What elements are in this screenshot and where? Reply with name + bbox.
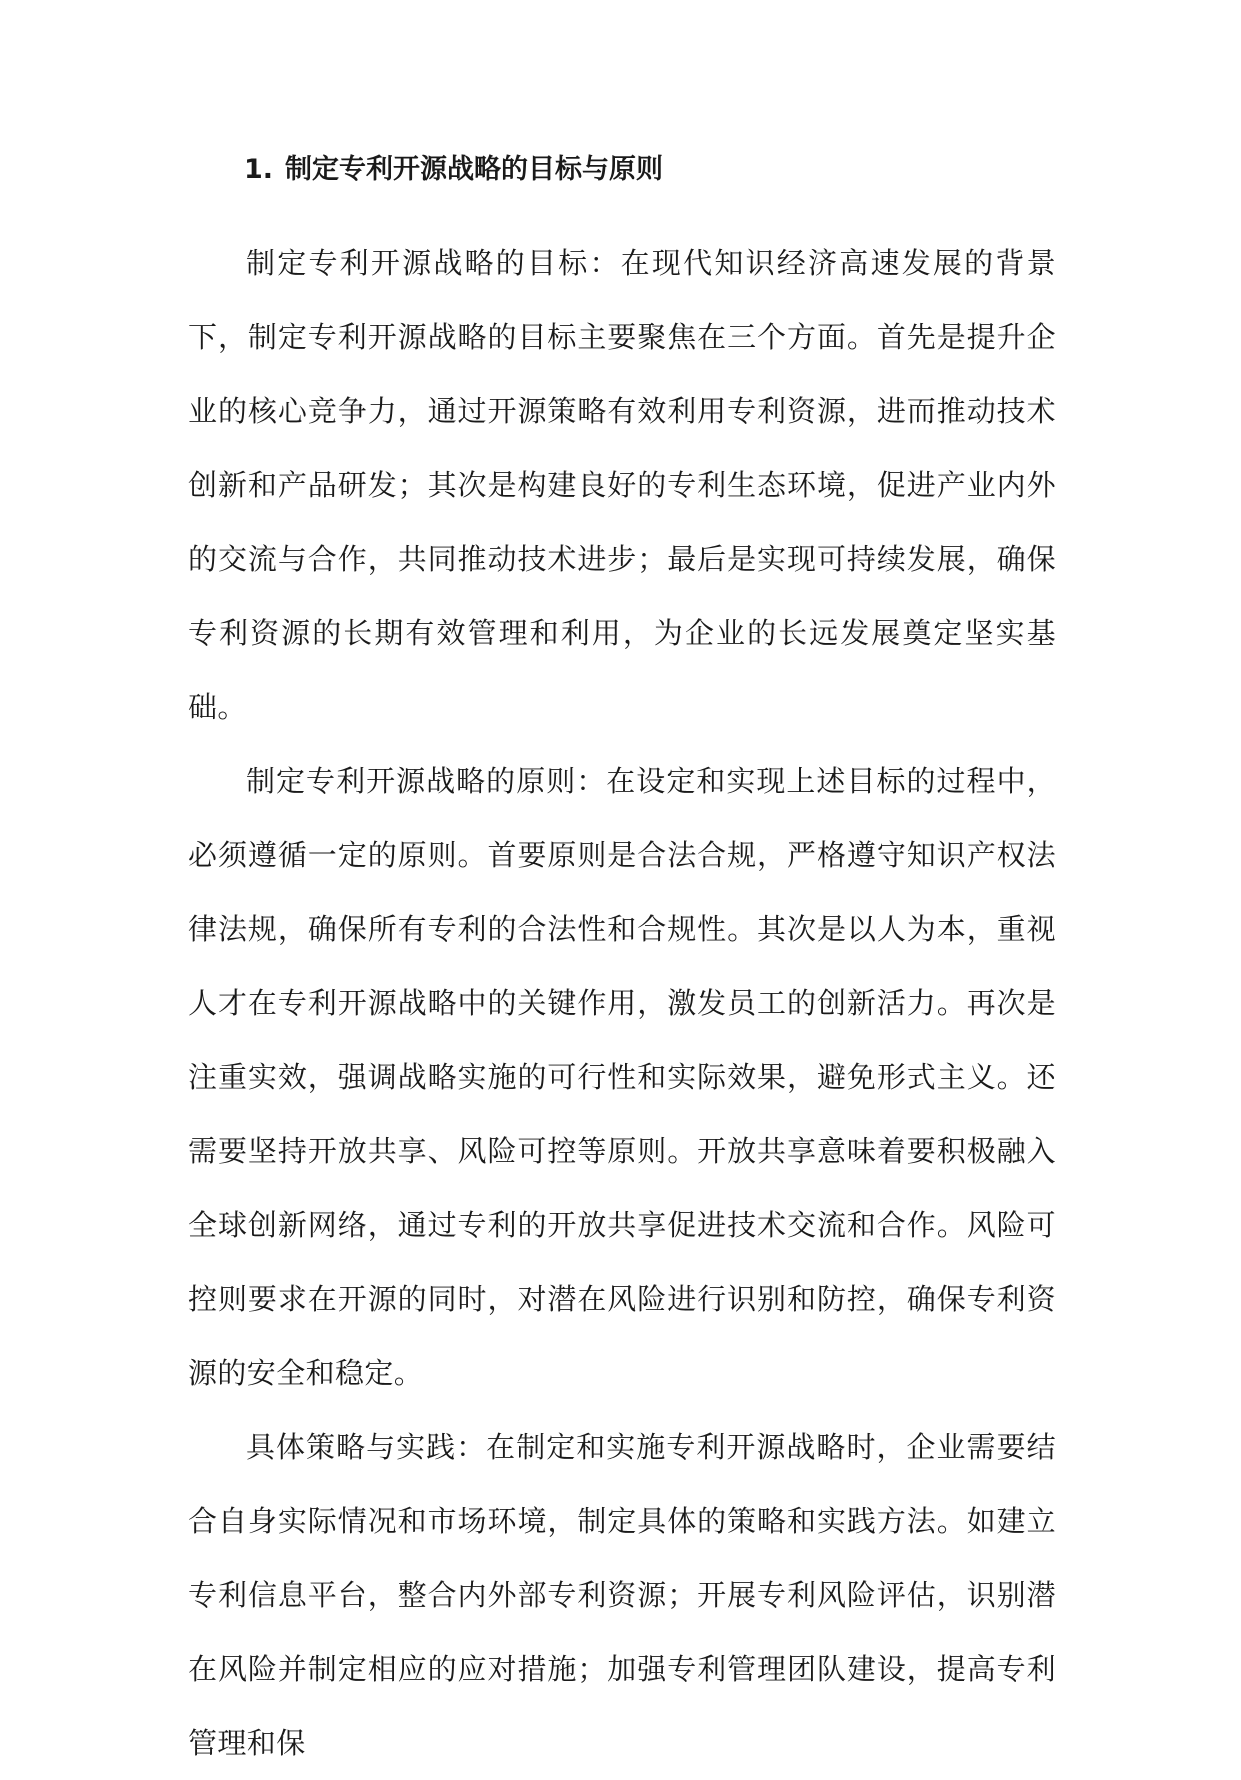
section-heading [244, 150, 1056, 190]
document-page [188, 150, 1056, 1780]
paragraph-principles: 制定专利开源战略的原则：在设定和实现上述目标的过程中，必须遵循一定的原则。首要原则是合法合规，严格遵守知识产权法律法规，确保所有专利的合法性和合规性。其次是以人为本，重视人才在专利开源战略中的关键作用，激发员工的创新活力。再次是注重实效，强调战略实施的可行性和实际效果，避免形式主义。还需要坚持开放共享、风险可控等原则。开放共享意味着要积极融入全球创新网络，通过专利的开放共享促进技术交流和合作。风险可控则要求在开源的同时，对潜在风险进行识别和防控，确保专利资源的安全和稳定。 [188, 764, 1056, 1390]
paragraph-goals: 制定专利开源战略的目标：在现代知识经济高速发展的背景下，制定专利开源战略的目标主要聚焦在三个方面。首先是提升企业的核心竞争力，通过开源策略有效利用专利资源，进而推动技术创新和产品研发；其次是构建良好的专利生态环境，促进产业内外的交流与合作，共同推动技术进步；最后是实现可持续发展，确保专利资源的长期有效管理和利用，为企业的长远发展奠定坚实基础。 [188, 246, 1056, 724]
section-title: 制定专利开源战略的目标与原则 [285, 154, 664, 185]
paragraph-strategies: 具体策略与实践：在制定和实施专利开源战略时，企业需要结合自身实际情况和市场环境，制定具体的策略和实践方法。如建立专利信息平台，整合内外部专利资源；开展专利风险评估，识别潜在风险并制定相应的应对措施；加强专利管理团队建设，提高专利管理和保 [188, 1430, 1056, 1760]
section-number: 1. [244, 154, 274, 185]
